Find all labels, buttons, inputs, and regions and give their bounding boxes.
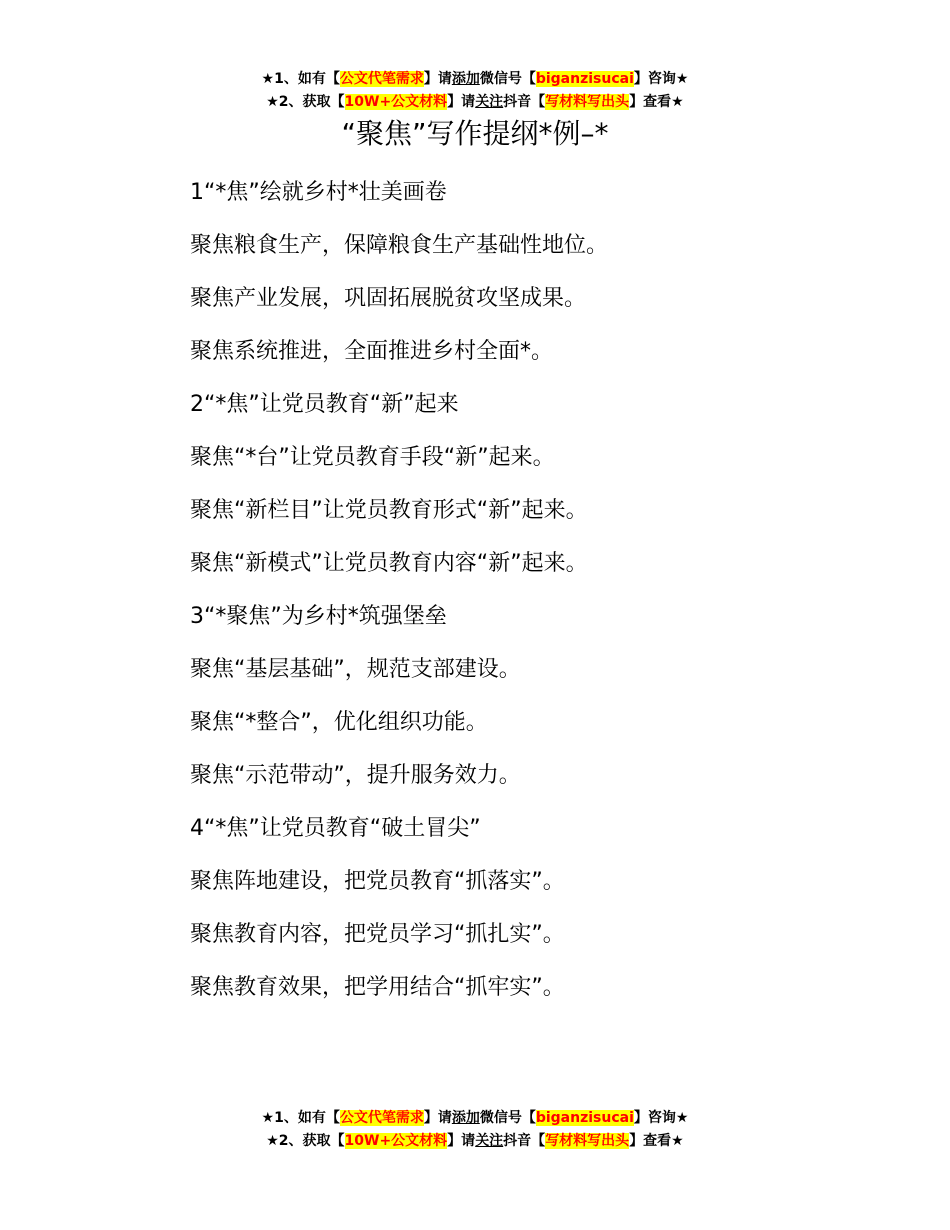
banner-text: ★2、获取【 [266, 94, 345, 110]
banner-highlight-douyin-account: 写材料写出头 [545, 94, 630, 110]
banner-text: 】请 [447, 94, 476, 110]
body-line: 聚焦产业发展，巩固拓展脱贫攻坚成果。 [190, 286, 587, 311]
body-line: 聚焦教育效果，把学用结合“抓牢实”。 [190, 975, 565, 1000]
body-line: 聚焦“新模式”让党员教育内容“新”起来。 [190, 551, 588, 576]
banner-highlight-service: 公文代笔需求 [339, 1110, 424, 1126]
banner-text: 】咨询★ [633, 71, 689, 87]
banner-underlined-text: 关注 [475, 1133, 504, 1149]
body-line: 聚焦“*整合”，优化组织功能。 [190, 710, 488, 735]
banner-highlight-wechat-id: biganzisucai [535, 1110, 634, 1126]
body-line: 聚焦“新栏目”让党员教育形式“新”起来。 [190, 498, 588, 523]
banner-highlight-douyin-account: 写材料写出头 [545, 1133, 630, 1149]
section-heading-3: 3“*聚焦”为乡村*筑强堡垒 [190, 604, 447, 629]
banner-text: 微信号【 [479, 1110, 536, 1126]
header-banner-line-2 [0, 91, 950, 114]
banner-underlined-text: 添加 [451, 1110, 480, 1126]
banner-text: ★2、获取【 [266, 1133, 345, 1149]
body-line: 聚焦阵地建设，把党员教育“抓落实”。 [190, 869, 565, 894]
header-banner-line-1 [0, 68, 950, 91]
banner-text: 】查看★ [629, 1133, 684, 1149]
banner-text: ★1、如有【 [261, 71, 340, 87]
banner-text: 抖音【 [503, 1133, 546, 1149]
banner-text: 微信号【 [479, 71, 536, 87]
body-line: 聚焦教育内容，把党员学习“抓扎实”。 [190, 922, 565, 947]
body-line: 聚焦“示范带动”，提升服务效力。 [190, 763, 521, 788]
banner-underlined-text: 关注 [475, 94, 504, 110]
banner-text: 抖音【 [503, 94, 546, 110]
header-banner [0, 68, 950, 114]
body-line: 聚焦“基层基础”，规范支部建设。 [190, 657, 521, 682]
section-heading-4: 4“*焦”让党员教育“破土冒尖” [190, 816, 481, 841]
banner-text: 】请 [423, 1110, 452, 1126]
body-line: 聚焦粮食生产，保障粮食生产基础性地位。 [190, 233, 609, 258]
footer-banner-line-1 [0, 1107, 950, 1130]
document-body [190, 166, 910, 1014]
section-heading-2: 2“*焦”让党员教育“新”起来 [190, 392, 459, 417]
banner-highlight-materials: 10W+公文材料 [344, 1133, 448, 1149]
banner-underlined-text: 添加 [451, 71, 480, 87]
document-title: “聚焦”写作提纲*例–* [341, 117, 609, 150]
banner-text: 】请 [447, 1133, 476, 1149]
banner-text: ★1、如有【 [261, 1110, 340, 1126]
body-line: 聚焦系统推进，全面推进乡村全面*。 [190, 339, 554, 364]
banner-text: 】请 [423, 71, 452, 87]
footer-banner-line-2 [0, 1130, 950, 1153]
banner-text: 】咨询★ [633, 1110, 689, 1126]
footer-banner [0, 1107, 950, 1153]
banner-highlight-wechat-id: biganzisucai [535, 71, 634, 87]
banner-text: 】查看★ [629, 94, 684, 110]
body-line: 聚焦“*台”让党员教育手段“新”起来。 [190, 445, 555, 470]
section-heading-1: 1“*焦”绘就乡村*壮美画卷 [190, 180, 447, 205]
banner-highlight-service: 公文代笔需求 [339, 71, 424, 87]
banner-highlight-materials: 10W+公文材料 [344, 94, 448, 110]
